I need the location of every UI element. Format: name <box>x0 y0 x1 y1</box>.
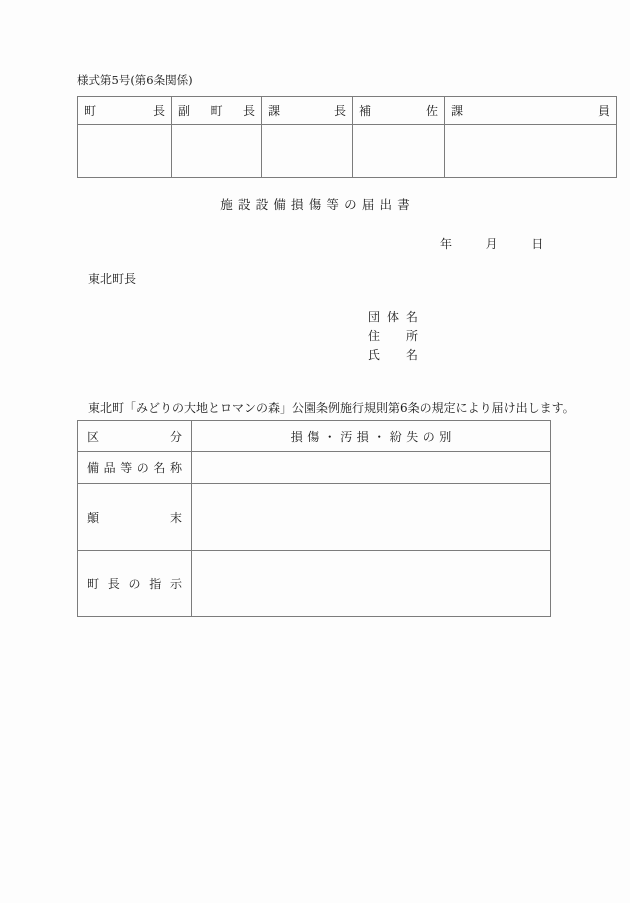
approval-label-kachou: 課 長 <box>268 104 346 118</box>
addressee: 東北町長 <box>88 272 137 286</box>
row-value-kubun[interactable]: 損傷・汚損・紛失の別 <box>192 421 551 452</box>
table-row-tenmatsu <box>78 484 551 551</box>
table-row-choucho-shiji <box>78 551 551 617</box>
approval-entry-cell-choucho[interactable] <box>78 125 172 178</box>
applicant-block <box>368 308 418 365</box>
table-row-kubun <box>78 421 551 452</box>
approval-header-cell-kain <box>445 97 617 125</box>
applicant-field-dantaimei: 団 体 名 <box>368 310 418 324</box>
date-line <box>440 235 543 252</box>
row-value-tenmatsu[interactable] <box>192 484 551 551</box>
row-label-bihin-meisho: 備 品 等 の 名 称 <box>78 452 192 484</box>
approval-header-cell-hosa <box>353 97 445 125</box>
approval-entry-cell-kain[interactable] <box>445 125 617 178</box>
approval-label-hosa: 補 佐 <box>359 104 438 118</box>
approval-header-cell-fukuchoucho <box>172 97 262 125</box>
approval-label-choucho: 町 長 <box>84 104 165 118</box>
date-day-label: 日 <box>531 237 544 251</box>
report-detail-table <box>77 420 551 617</box>
date-month-label: 月 <box>485 237 498 251</box>
approval-label-fukuchoucho: 副 町 長 <box>178 104 255 118</box>
row-label-tenmatsu: 顛 末 <box>78 484 192 551</box>
approval-entry-cell-fukuchoucho[interactable] <box>172 125 262 178</box>
approval-entry-row <box>78 125 617 178</box>
date-year-label: 年 <box>440 237 453 251</box>
row-value-bihin-meisho[interactable] <box>192 452 551 484</box>
applicant-field-shimei: 氏 名 <box>368 348 418 362</box>
row-label-kubun: 区 分 <box>78 421 192 452</box>
approval-header-cell-choucho <box>78 97 172 125</box>
row-value-choucho-shiji[interactable] <box>192 551 551 617</box>
row-label-choucho-shiji: 町 長 の 指 示 <box>78 551 192 617</box>
document-title: 施設設備損傷等の届出書 <box>220 197 415 212</box>
approval-header-row <box>78 97 617 125</box>
table-row-bihin-meisho <box>78 452 551 484</box>
approval-stamp-table <box>77 96 617 178</box>
approval-entry-cell-kachou[interactable] <box>262 125 353 178</box>
applicant-field-jusho: 住 所 <box>368 329 418 343</box>
statement-sentence: 東北町「みどりの大地とロマンの森」公園条例施行規則第6条の規定により届け出します。 <box>88 401 575 415</box>
approval-header-cell-kachou <box>262 97 353 125</box>
form-number: 様式第5号(第6条関係) <box>77 73 193 87</box>
approval-entry-cell-hosa[interactable] <box>353 125 445 178</box>
approval-label-kain: 課 員 <box>451 104 610 118</box>
